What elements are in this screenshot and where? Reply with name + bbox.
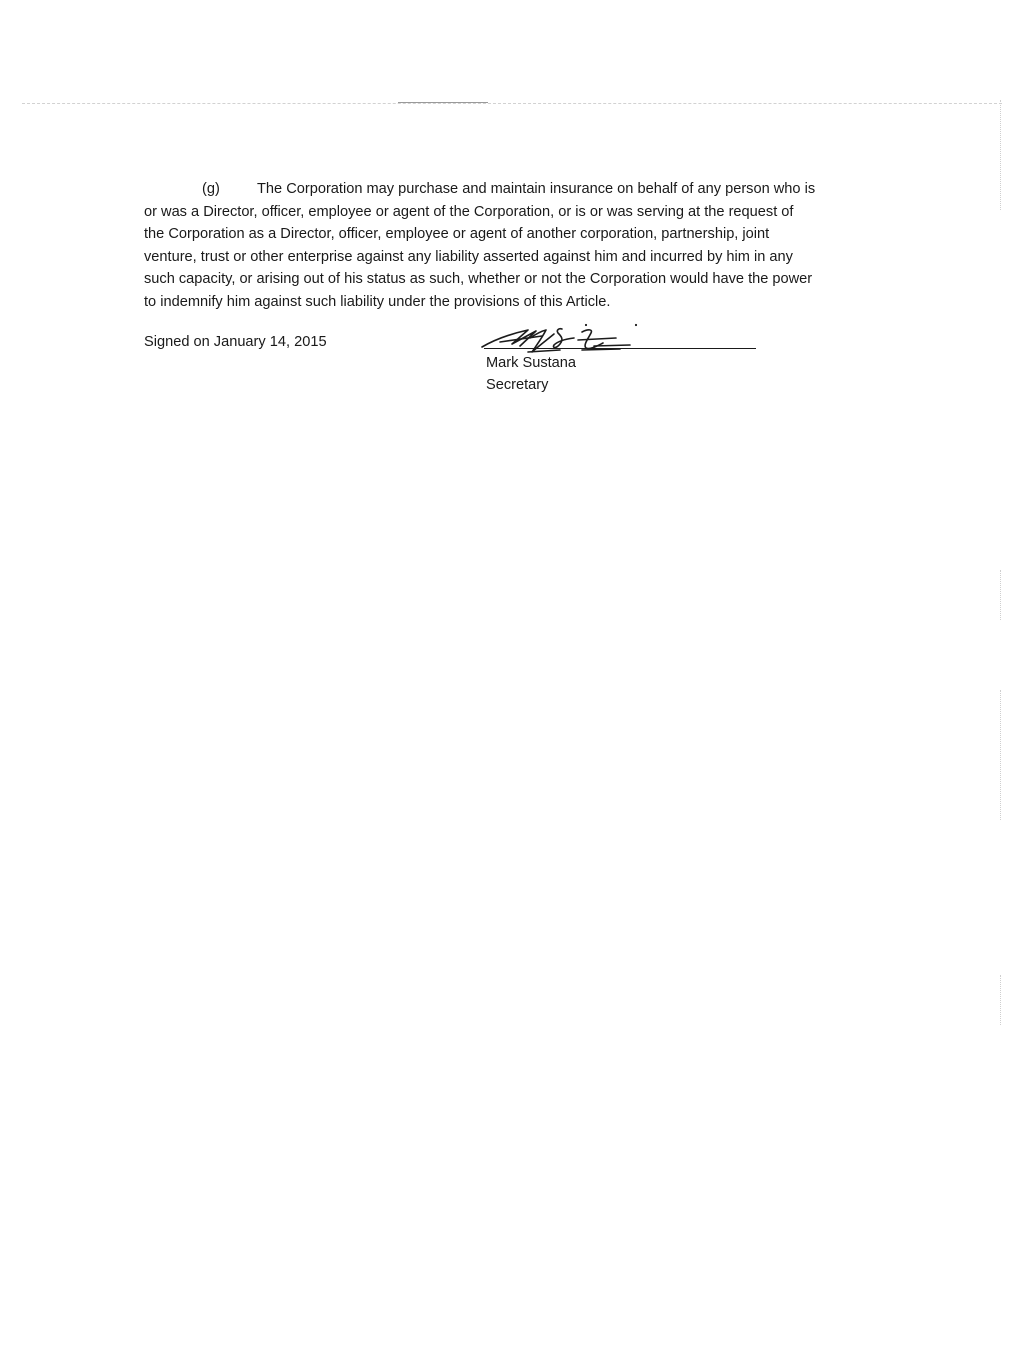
scan-artifact-edge (1000, 570, 1001, 620)
paragraph-item-marker: (g) (202, 181, 220, 197)
paragraph-line-text: The Corporation may purchase and maintain insurance on behalf of any person who is (257, 181, 816, 197)
indemnification-paragraph (144, 178, 884, 314)
paragraph-line (144, 178, 884, 201)
scan-artifact-edge (1000, 100, 1001, 210)
scan-artifact-edge (1000, 975, 1001, 1025)
scan-artifact-line (398, 102, 488, 103)
paragraph-line: the Corporation as a Director, officer, employee or agent of another corporation, partnership, joint (144, 226, 770, 243)
signature-line (484, 348, 756, 349)
paragraph-line: such capacity, or arising out of his status as such, whether or not the Corporation would have the power (144, 271, 813, 288)
paragraph-line: or was a Director, officer, employee or agent of the Corporation, or is or was serving at the request of (144, 203, 794, 220)
paragraph-line: venture, trust or other enterprise against any liability asserted against him and incurred by him in any (144, 248, 793, 265)
signer-title: Secretary (486, 377, 549, 393)
scan-artifact-edge (1000, 690, 1001, 820)
signed-date: Signed on January 14, 2015 (144, 334, 327, 350)
signer-name: Mark Sustana (486, 355, 577, 371)
paragraph-line: to indemnify him against such liability under the provisions of this Article. (144, 293, 611, 310)
signature-block (470, 318, 770, 408)
scan-artifact-line (22, 103, 1002, 104)
